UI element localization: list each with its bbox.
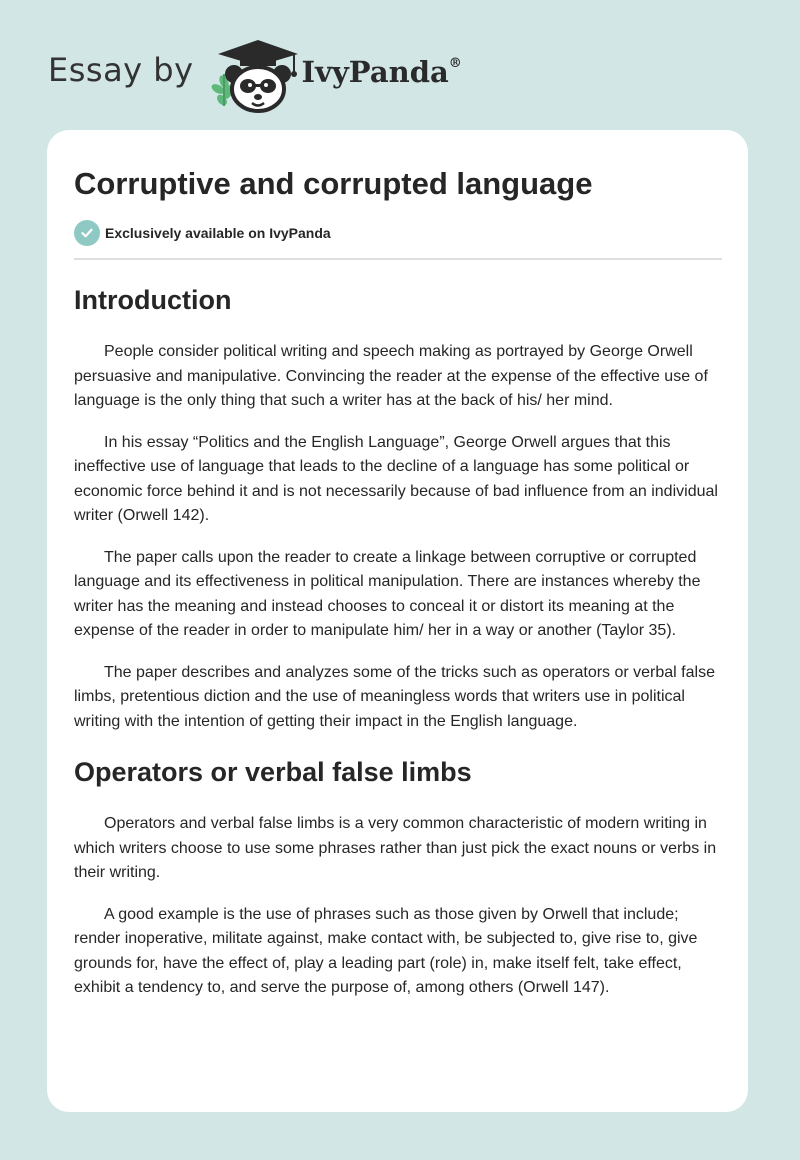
- section-introduction: [74, 283, 722, 734]
- brand-header: [48, 34, 462, 114]
- section-operators: [74, 755, 722, 1001]
- paragraph: In his essay “Politics and the English Language”, George Orwell argues that this ineffective use of language that leads to the decline of a language has some political or economic force behind it and is not necessarily because of bad influence from an individual writer (Orwell 142).: [74, 433, 718, 524]
- paragraph: The paper describes and analyzes some of the tricks such as operators or verbal false limbs, pretentious diction and the use of meaningless words that writers use in political writing with the intention of getting their impact in the English language.: [74, 663, 715, 730]
- paragraph: The paper calls upon the reader to create a linkage between corruptive or corrupted language and its effectiveness in political manipulation. There are instances whereby the writer has the meaning and instead chooses to conceal it or distort its meaning at the expense of the reader in order to manipulate him/ her in a way or another (Taylor 35).: [74, 548, 701, 639]
- section-heading: Operators or verbal false limbs: [74, 757, 472, 787]
- panda-graduate-icon: [210, 34, 306, 114]
- check-icon: [74, 220, 100, 246]
- divider: [74, 258, 722, 260]
- essay-card: [47, 130, 748, 1112]
- page-title: Corruptive and corrupted language: [74, 166, 593, 201]
- paragraph: People consider political writing and speech making as portrayed by George Orwell persuasive and manipulative. Convincing the reader at the expense of the effective use of language is the only thing that such a writer has at the back of his/ her mind.: [74, 343, 708, 409]
- exclusive-badge: [74, 220, 722, 246]
- badge-label: Exclusively available on IvyPanda: [105, 225, 331, 241]
- brand-name: IvyPanda®: [301, 55, 462, 89]
- brand-prefix: Essay by: [48, 51, 194, 89]
- paragraph: Operators and verbal false limbs is a very common characteristic of modern writing in which writers choose to use some phrases rather than just pick the exact nouns or verbs in their writing.: [74, 815, 717, 881]
- section-heading: Introduction: [74, 285, 232, 315]
- paragraph: A good example is the use of phrases such as those given by Orwell that include; render inoperative, militate against, make contact with, be subjected to, give rise to, give grounds for, have the effect of, play a leading part (role) in, make itself felt, take effect, exhibit a tendency to, and serve the purpose of, among others (Orwell 147).: [74, 905, 698, 996]
